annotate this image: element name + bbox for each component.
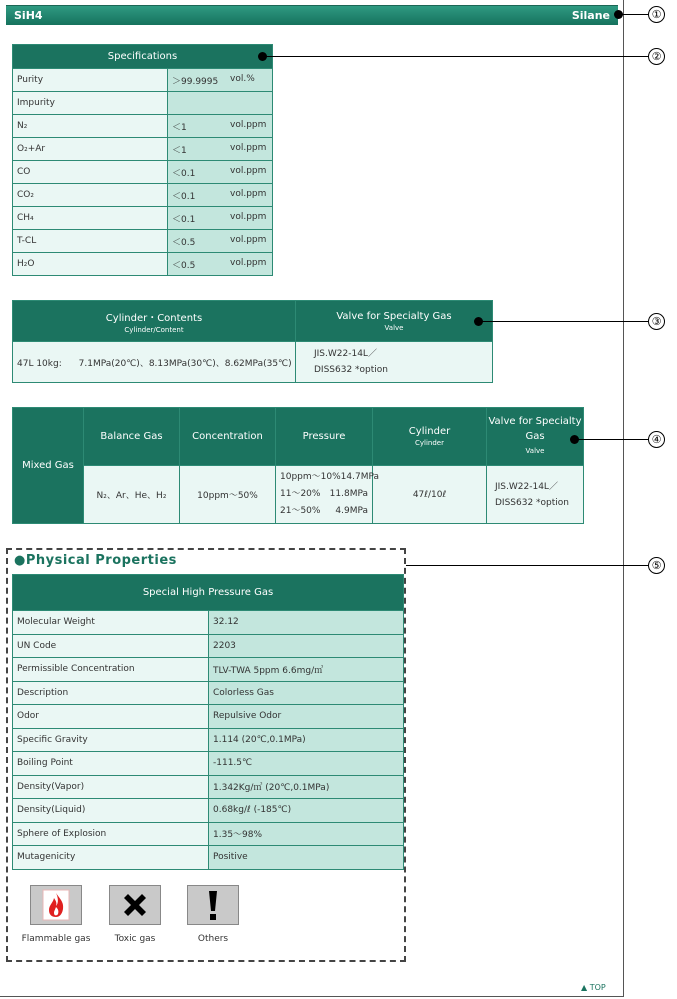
callout-number-2: ②: [648, 48, 665, 65]
spec-value-cell: [168, 253, 273, 276]
balance-gas-header: Balance Gas: [84, 408, 180, 466]
pressure-range: 10ppm〜10%: [280, 472, 341, 482]
spec-value: ＞99.9995: [172, 76, 219, 87]
spec-value-cell: [168, 161, 273, 184]
property-label: Molecular Weight: [13, 611, 209, 635]
mixed-valve-title: Valve for Specialty Gas: [488, 416, 582, 442]
valve-subtitle: Valve: [384, 323, 404, 332]
property-value: 1.114 (20℃,0.1MPa): [209, 728, 404, 752]
valve-cell: [296, 342, 493, 383]
cylinder-content-value: 7.1MPa(20℃)、8.13MPa(30℃)、8.62MPa(35℃): [78, 358, 292, 369]
property-row: [13, 846, 404, 870]
concentration-cell: 10ppm〜50%: [180, 466, 276, 524]
property-label: Mutagenicity: [13, 846, 209, 870]
spec-value-cell: [168, 207, 273, 230]
callout-line-5: [406, 565, 648, 566]
spec-row: [13, 92, 273, 115]
mixed-cylinder-title: Cylinder: [408, 426, 451, 437]
spec-unit: vol.ppm: [230, 188, 267, 199]
callout-line-4: [577, 439, 648, 440]
cylinder-table: [12, 300, 493, 383]
property-row: [13, 705, 404, 729]
valve-header: [296, 301, 493, 342]
callout-number-5: ⑤: [648, 557, 665, 574]
property-label: Sphere of Explosion: [13, 822, 209, 846]
specifications-table: [12, 44, 273, 276]
mixed-cylinder-subtitle: Cylinder: [415, 439, 444, 447]
property-label: Description: [13, 681, 209, 705]
mixed-gas-label: Mixed Gas: [13, 408, 84, 524]
property-value: 32.12: [209, 611, 404, 635]
spec-row: [13, 161, 273, 184]
valve-title: Valve for Specialty Gas: [336, 310, 452, 322]
gas-formula: SiH4: [14, 9, 43, 22]
specifications-title: Specifications: [13, 45, 273, 69]
property-row: [13, 658, 404, 682]
cylinder-content-subtitle: Cylinder/Content: [124, 325, 184, 334]
cylinder-content-prefix: 47L 10kg:: [17, 358, 62, 369]
spec-unit: vol.ppm: [230, 257, 267, 268]
cylinder-content-header: [13, 301, 296, 342]
mixed-valve-subtitle: Valve: [525, 447, 545, 455]
flammable-gas-badge: [30, 885, 82, 925]
callout-line-3: [481, 321, 648, 322]
spec-label: N₂: [13, 115, 168, 138]
others-label: Others: [197, 934, 229, 944]
property-row: [13, 799, 404, 823]
spec-label: H₂O: [13, 253, 168, 276]
flame-icon: [42, 889, 70, 921]
exclamation-icon: [206, 889, 220, 921]
spec-value: ＜0.1: [172, 191, 196, 202]
spec-value: ＜0.1: [172, 168, 196, 179]
spec-row: [13, 207, 273, 230]
pressure-value: 14.7MPa: [340, 472, 379, 482]
property-label: Permissible Concentration: [13, 658, 209, 682]
cylinder-content-title: Cylinder・Contents: [105, 312, 203, 324]
spec-label: O₂+Ar: [13, 138, 168, 161]
spec-row: [13, 253, 273, 276]
mixed-valve-header: [487, 408, 584, 466]
property-row: [13, 822, 404, 846]
callout-number-4: ④: [648, 431, 665, 448]
toxic-gas-badge: [109, 885, 161, 925]
property-value: 2203: [209, 634, 404, 658]
physical-properties-title: ●Physical Properties: [14, 553, 177, 568]
mixed-cylinder-header: [373, 408, 487, 466]
spec-value: ＜1: [172, 145, 187, 156]
spec-label: Purity: [13, 69, 168, 92]
mixed-cylinder-cell: 47ℓ/10ℓ: [373, 466, 487, 524]
spec-label: CO: [13, 161, 168, 184]
callout-line-2: [265, 56, 648, 57]
property-value: 1.342Kg/㎥ (20℃,0.1MPa): [209, 775, 404, 799]
pressure-value: 11.8MPa: [329, 489, 368, 499]
concentration-header: Concentration: [180, 408, 276, 466]
property-label: Density(Vapor): [13, 775, 209, 799]
pressure-row: [280, 469, 379, 486]
property-value: Repulsive Odor: [209, 705, 404, 729]
property-label: Specific Gravity: [13, 728, 209, 752]
balance-gas-cell: N₂、Ar、He、H₂: [84, 466, 180, 524]
spec-row: [13, 138, 273, 161]
pressure-row: [280, 503, 368, 520]
spec-unit: vol.ppm: [230, 119, 267, 130]
spec-value-cell: [168, 115, 273, 138]
property-row: [13, 728, 404, 752]
spec-label: T-CL: [13, 230, 168, 253]
spec-label: Impurity: [13, 92, 168, 115]
physical-table-title: Special High Pressure Gas: [13, 575, 404, 611]
mixed-valve-line-1: JIS.W22-14L／: [495, 481, 558, 492]
spec-label: CO₂: [13, 184, 168, 207]
callout-number-3: ③: [648, 313, 665, 330]
spec-row: [13, 184, 273, 207]
gas-name: Silane: [571, 9, 610, 22]
property-row: [13, 775, 404, 799]
spec-unit: vol.ppm: [230, 234, 267, 245]
spec-value: ＜0.5: [172, 237, 196, 248]
spec-unit: vol.ppm: [230, 165, 267, 176]
valve-line-2: DISS632 *option: [314, 365, 389, 375]
callout-number-1: ①: [648, 6, 665, 23]
property-label: UN Code: [13, 634, 209, 658]
property-value: -111.5℃: [209, 752, 404, 776]
spec-unit: vol.%: [230, 73, 255, 84]
physical-properties-table: [12, 574, 404, 870]
spec-row: [13, 69, 273, 92]
spec-unit: vol.ppm: [230, 142, 267, 153]
pressure-header: Pressure: [276, 408, 373, 466]
spec-value-cell: [168, 92, 273, 115]
property-row: [13, 611, 404, 635]
back-to-top-link[interactable]: ▲ TOP: [581, 983, 606, 992]
cross-icon: [120, 890, 150, 920]
callout-line-1: [620, 14, 648, 15]
cylinder-content-cell: [13, 342, 296, 383]
pressure-range: 11〜20%: [280, 489, 321, 499]
spec-unit: vol.ppm: [230, 211, 267, 222]
spec-label: CH₄: [13, 207, 168, 230]
header-bar: [6, 5, 618, 25]
spec-value: ＜1: [172, 122, 187, 133]
mixed-valve-line-2: DISS632 *option: [495, 497, 570, 508]
property-value: 1.35〜98%: [209, 822, 404, 846]
spec-value-cell: [168, 230, 273, 253]
spec-row: [13, 230, 273, 253]
pressure-range: 21〜50%: [280, 506, 321, 516]
property-value: Colorless Gas: [209, 681, 404, 705]
spec-value-cell: [168, 184, 273, 207]
mixed-valve-cell: [487, 466, 584, 524]
spec-value-cell: [168, 69, 273, 92]
spec-value: ＜0.1: [172, 214, 196, 225]
spec-row: [13, 115, 273, 138]
valve-line-1: JIS.W22-14L／: [314, 349, 377, 359]
property-label: Density(Liquid): [13, 799, 209, 823]
property-row: [13, 681, 404, 705]
property-label: Odor: [13, 705, 209, 729]
property-value: 0.68kg/ℓ (-185℃): [209, 799, 404, 823]
property-row: [13, 752, 404, 776]
mixed-gas-table: [12, 407, 584, 524]
property-value: TLV-TWA 5ppm 6.6mg/㎥: [209, 658, 404, 682]
others-badge: [187, 885, 239, 925]
pressure-row: [280, 486, 368, 503]
toxic-gas-label: Toxic gas: [114, 934, 156, 944]
flammable-gas-label: Flammable gas: [21, 934, 91, 944]
spec-value-cell: [168, 138, 273, 161]
pressure-value: 4.9MPa: [335, 506, 368, 516]
spec-value: ＜0.5: [172, 260, 196, 271]
property-label: Boiling Point: [13, 752, 209, 776]
property-value: Positive: [209, 846, 404, 870]
property-row: [13, 634, 404, 658]
pressure-cell: [276, 466, 379, 524]
